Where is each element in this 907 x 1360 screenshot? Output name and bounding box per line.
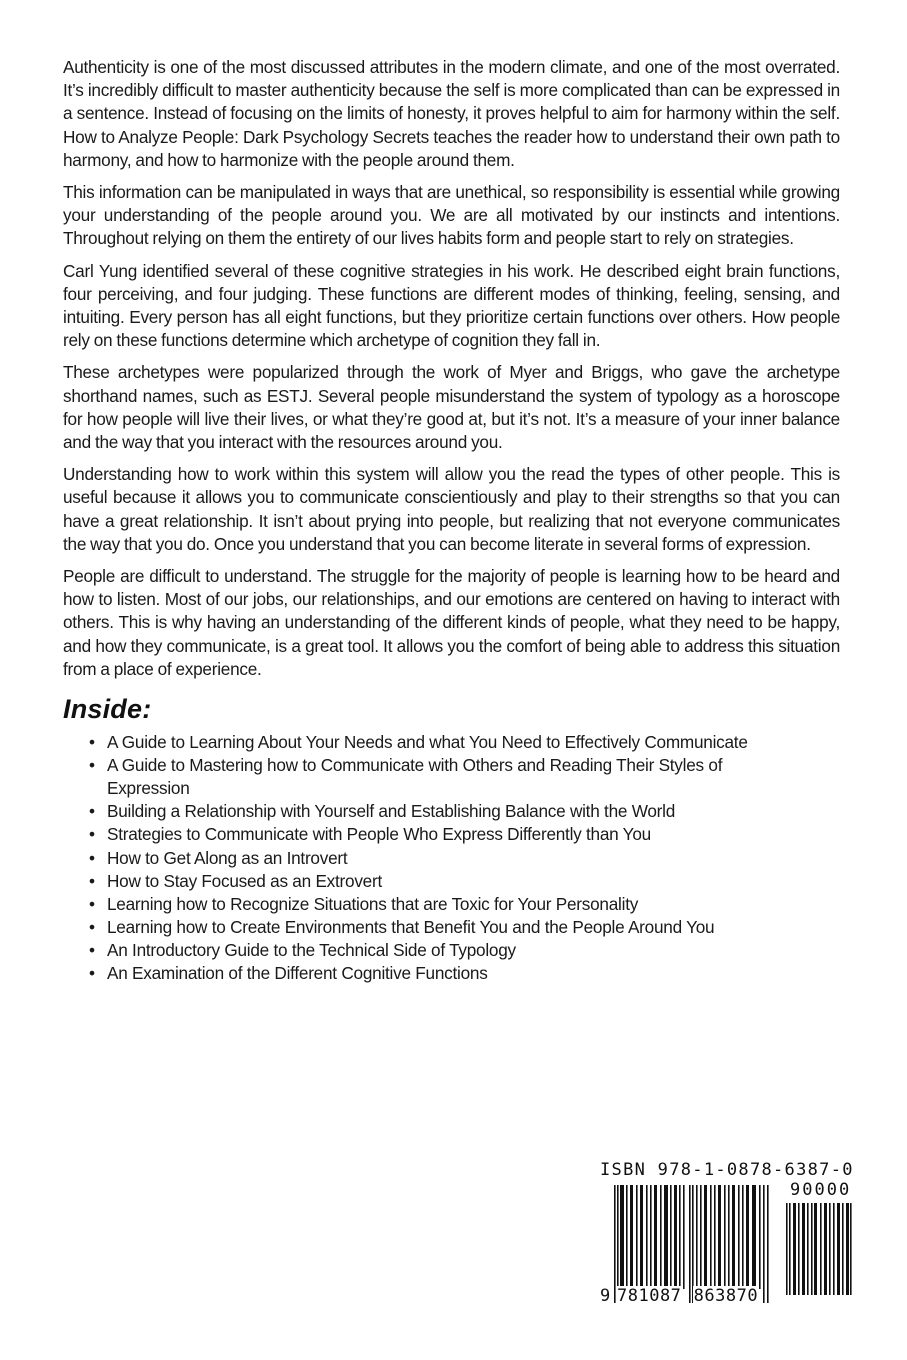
book-back-cover [63,56,840,985]
list-item: • How to Get Along as an Introvert [89,847,840,870]
bullet-icon: • [89,755,95,776]
paragraph-understanding-system: Understanding how to work within this system will allow you the read the types of other people. This is useful because it allows you to communicate conscientiously and play to their strengths so that you can have a great relationship. It isn’t about prying into people, but realizing that not everyone communicates the way that you do. Once you understand that you can become literate in several forms of expression. [63,464,840,554]
list-item: • Strategies to Communicate with People Who Express Differently than You [89,823,840,846]
isbn-label: ISBN 978-1-0878-6387-0 [600,1160,854,1180]
list-item: • A Guide to Mastering how to Communicate with Others and Reading Their Styles of Expression [89,755,723,799]
inside-heading: Inside: [63,694,152,725]
bullet-icon: • [89,801,95,822]
list-item: • Learning how to Recognize Situations that are Toxic for Your Personality [89,893,840,916]
paragraph-carl-yung: Carl Yung identified several of these cognitive strategies in his work. He described eight brain functions, four perceiving, and four judging. These functions are different modes of thinking, feeling, sensing, and intuiting. Every person has all eight functions, but they prioritize certain functions over others. How people rely on these functions determine which archetype of cognition they fall in. [63,260,840,351]
isbn-barcode [600,1160,855,1310]
paragraph-people-difficult: People are difficult to understand. The struggle for the majority of people is learning how to be heard and how to listen. Most of our jobs, our relationships, and our emotions are centered on having to interact with others. This is why having an understanding of the different kinds of people, what they need to be happy, and how they communicate, is a great tool. It allows you the comfort of being able to address this situation from a place of experience. [63,566,840,679]
inside-bullet-list [63,731,840,985]
paragraph-archetypes: These archetypes were popularized through the work of Myer and Briggs, who gave the archetype shorthand names, such as ESTJ. Several people misunderstand the system of typology as a horoscope for how people will live their lives, or what they’re good at, but it’s not. It’s a measure of your inner balance and the way that you interact with the resources around you. [63,362,840,453]
list-item: • A Guide to Learning About Your Needs and what You Need to Effectively Communicate [89,731,840,754]
paragraph-responsibility: This information can be manipulated in ways that are unethical, so responsibility is essential while growing your understanding of the people around you. We are all motivated by our instincts and intentions. Throughout relying on them the entirety of our lives habits form and people start to rely on strategies. [63,182,840,249]
list-item: • An Examination of the Different Cognitive Functions [89,962,840,985]
bullet-icon: • [89,916,95,937]
bullet-icon: • [89,847,95,868]
list-item: • Learning how to Create Environments that Benefit You and the People Around You [89,916,840,939]
paragraph-authenticity: Authenticity is one of the most discussed attributes in the modern climate, and one of the most overrated. It’s incredibly difficult to master authenticity because the self is more complicated than can be expressed in a sentence. Instead of focusing on the limits of honesty, it proves helpful to aim for harmony within the self. How to Analyze People: Dark Psychology Secrets teaches the reader how to understand their own path to harmony, and how to harmonize with the people around them. [63,57,840,170]
bullet-icon: • [89,732,95,753]
ean-13-number [600,1286,759,1306]
ean-lead-digit: 9 [600,1286,611,1306]
bullet-icon: • [89,824,95,845]
bullet-icon: • [89,963,95,984]
list-item: • Building a Relationship with Yourself and Establishing Balance with the World [89,800,840,823]
bullet-icon: • [89,870,95,891]
bullet-icon: • [89,893,95,914]
ean-group-right: 863870 [693,1286,759,1306]
list-item: • How to Stay Focused as an Extrovert [89,870,840,893]
bullet-icon: • [89,939,95,960]
ean-group-left: 781087 [617,1286,682,1306]
barcode-addon-number: 90000 [790,1180,852,1200]
list-item: • An Introductory Guide to the Technical Side of Typology [89,939,840,962]
barcode-addon-bars-icon [786,1203,852,1295]
